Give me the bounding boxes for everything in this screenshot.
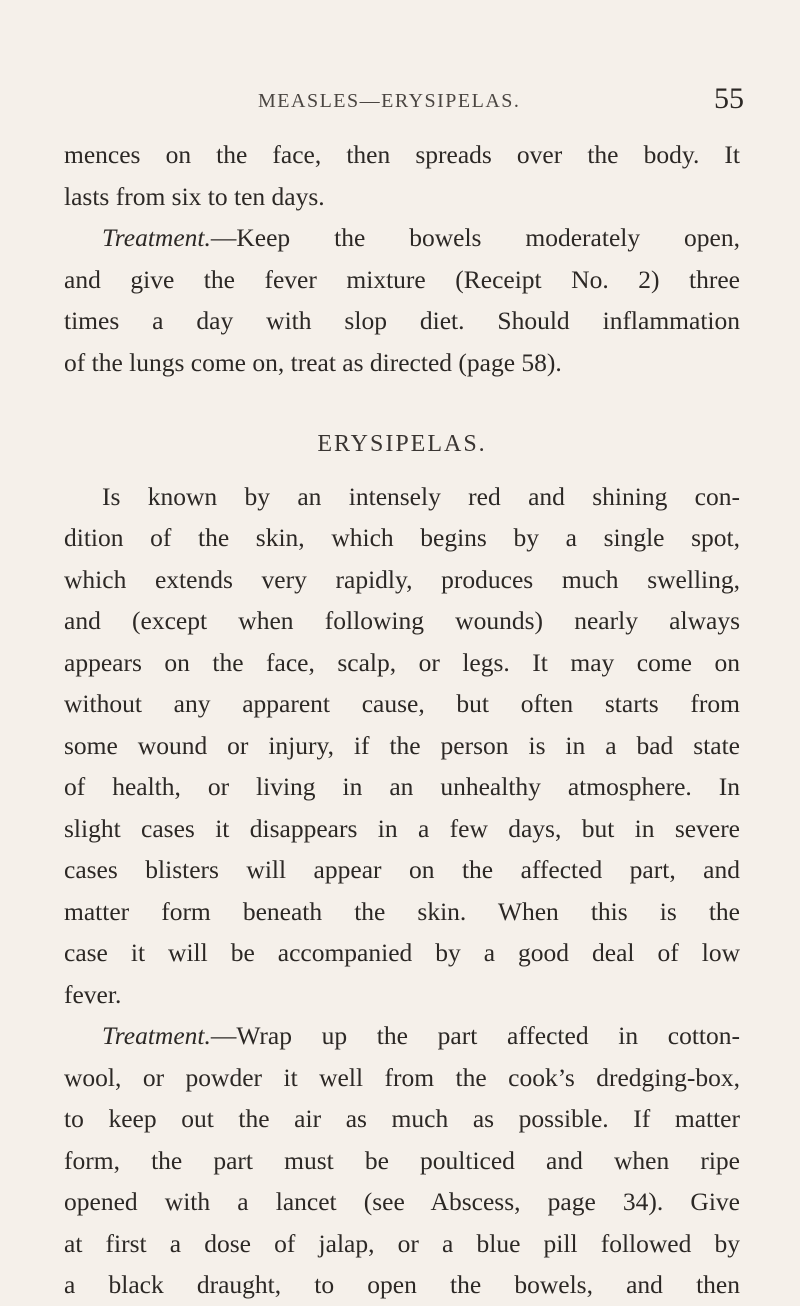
text-line: mences on the face, then spreads over the body. It	[64, 140, 740, 169]
running-head	[60, 82, 744, 122]
text-line: matter form beneath the skin. When this is the	[64, 896, 740, 926]
text-line: opened with a lancet (see Abscess, page 34). Give	[64, 1187, 740, 1216]
text-segment: —Wrap up the part affected in cotton-	[210, 1021, 740, 1050]
text-line: slight cases it disappears in a few days, but in severe	[64, 813, 740, 843]
text-line: and give the fever mixture (Receipt No. 2) three	[64, 264, 740, 294]
text-line: at first a dose of jalap, or a blue pill followed by	[64, 1228, 740, 1258]
text-line: appears on the face, scalp, or legs. It may come on	[64, 647, 740, 677]
text-line: a black draught, to open the bowels, and then	[64, 1270, 740, 1299]
text-line: fever.	[64, 979, 122, 1009]
text-line: some wound or injury, if the person is in a bad state	[64, 730, 740, 760]
running-title: MEASLES—ERYSIPELAS.	[258, 90, 521, 112]
page-number: 55	[714, 82, 744, 115]
treatment-label: Treatment.	[102, 1021, 211, 1050]
text-line: lasts from six to ten days.	[64, 181, 325, 211]
text-line: to keep out the air as much as possible. If matter	[64, 1104, 740, 1133]
text-line: form, the part must be poulticed and when ripe	[64, 1145, 740, 1175]
text-line: without any apparent cause, but often starts from	[64, 689, 740, 718]
text-line	[64, 217, 740, 259]
text-line: Is known by an intensely red and shining con-	[102, 481, 740, 511]
section-heading: ERYSIPELAS.	[317, 431, 487, 457]
text-line	[64, 1015, 740, 1057]
text-line: of health, or living in an unhealthy atmosphere. In	[64, 772, 740, 801]
text-line: case it will be accompanied by a good deal of low	[64, 938, 740, 967]
text-line: dition of the skin, which begins by a single spot,	[64, 523, 740, 552]
text-line: cases blisters will appear on the affected part, and	[64, 855, 740, 884]
text-line: times a day with slop diet. Should inflammation	[64, 306, 740, 335]
text-line: of the lungs come on, treat as directed (page 58).	[64, 347, 562, 377]
treatment-label: Treatment.	[102, 223, 211, 252]
text-segment: —Keep the bowels moderately open,	[210, 223, 740, 252]
text-line: and (except when following wounds) nearly always	[64, 606, 740, 635]
text-line: wool, or powder it well from the cook’s dredging-box,	[64, 1062, 740, 1092]
text-line: which extends very rapidly, produces much swelling,	[64, 564, 740, 594]
body-text	[64, 134, 740, 1306]
